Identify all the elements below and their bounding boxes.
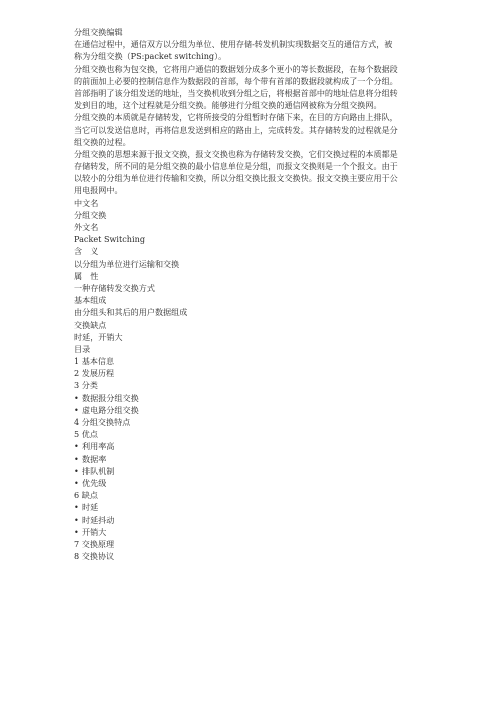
paragraph-message-switching [74,148,426,197]
attribute-value: 一种存储转发交换方式 [74,282,155,293]
paragraph-line: 当它可以发送信息时，再将信息发送到相应的路由上，完成转发。其存储转发的过程就是分 [74,124,398,135]
composition-label: 基本组成 [74,295,107,306]
toc-subitem[interactable]: • 虚电路分组交换 [74,404,426,416]
toc-subitem[interactable]: • 时延抖动 [74,514,426,526]
paragraph-line: 分组交换的思想来源于报文交换，报文交换也称为存储转发交换，它们交换过程的本质都是 [74,148,398,159]
toc-subitem[interactable]: • 数据率 [74,453,426,465]
foreign-name-label: 外文名 [74,222,99,232]
toc-item[interactable]: 4 分组交换特点 [74,417,131,427]
toc-subitem[interactable]: • 优先级 [74,477,426,489]
toc-list [74,355,426,562]
toc-subitem[interactable]: • 排队机制 [74,465,426,477]
info-box [74,197,426,343]
paragraph-packet-switching [74,63,426,112]
paragraph-line: 在通信过程中，通信双方以分组为单位、使用存储-转发机制实现数据交互的通信方式，被 [74,39,393,50]
document-page [74,26,426,562]
paragraph-store-forward [74,111,426,148]
composition-value: 由分组头和其后的用户数据组成 [74,307,188,318]
paragraph-line: 组交换的过程。 [74,136,131,147]
toc-subitem[interactable]: • 利用率高 [74,440,426,452]
paragraph-line: 的前面加上必要的控制信息作为数据段的首部，每个带有首部的数据段就构成了一个分组。 [74,75,398,86]
paragraph-line: 称为分组交换（PS:packet switching）。 [74,51,227,62]
toc-item[interactable]: 3 分类 [74,380,98,391]
chinese-name-label: 中文名 [74,197,99,208]
paragraph-line: 用电报网中。 [74,185,123,196]
toc-heading: 目录 [74,343,91,354]
toc-item[interactable]: 7 交换原理 [74,538,115,549]
drawback-value: 时延，开销大 [74,331,123,342]
paragraph-line: 存储转发，所不同的是分组交换的最小信息单位是分组，而报文交换则是一个个报文。由于 [74,161,398,172]
toc-subitem[interactable]: • 数据报分组交换 [74,392,426,404]
toc-item[interactable]: 1 基本信息 [74,356,115,367]
document-title: 分组交换编辑 [74,27,123,37]
toc-subitem[interactable]: • 时延 [74,501,426,513]
meaning-value: 以分组为单位进行运输和交换 [74,258,180,269]
paragraph-line: 分组交换也称为包交换，它将用户通信的数据划分成多个更小的等长数据段，在每个数据段 [74,63,398,74]
toc-item[interactable]: 8 交换协议 [74,551,115,562]
chinese-name-value: 分组交换 [74,209,107,220]
toc-item[interactable]: 2 发展历程 [74,368,115,379]
paragraph-line: 以较小的分组为单位进行传输和交换，所以分组交换比报文交换快。报文交换主要应用于公 [74,173,398,184]
toc-item[interactable]: 6 缺点 [74,490,98,501]
drawback-label: 交换缺点 [74,319,107,330]
paragraph-definition [74,38,426,62]
paragraph-line: 发到目的地，这个过程就是分组交换。能够进行分组交换的通信网被称为分组交换网。 [74,100,382,111]
meaning-label: 含 义 [74,246,99,257]
paragraph-line: 分组交换的本质就是存储转发，它将所接受的分组暂时存储下来，在目的方向路由上排队， [74,112,398,123]
attribute-label: 属 性 [74,270,99,281]
table-of-contents [74,343,426,562]
foreign-name-value: Packet Switching [74,234,146,245]
paragraph-line: 首部指明了该分组发送的地址，当交换机收到分组之后，将根据首部中的地址信息将分组转 [74,87,398,98]
toc-subitem[interactable]: • 开销大 [74,526,426,538]
toc-item[interactable]: 5 优点 [74,429,98,440]
